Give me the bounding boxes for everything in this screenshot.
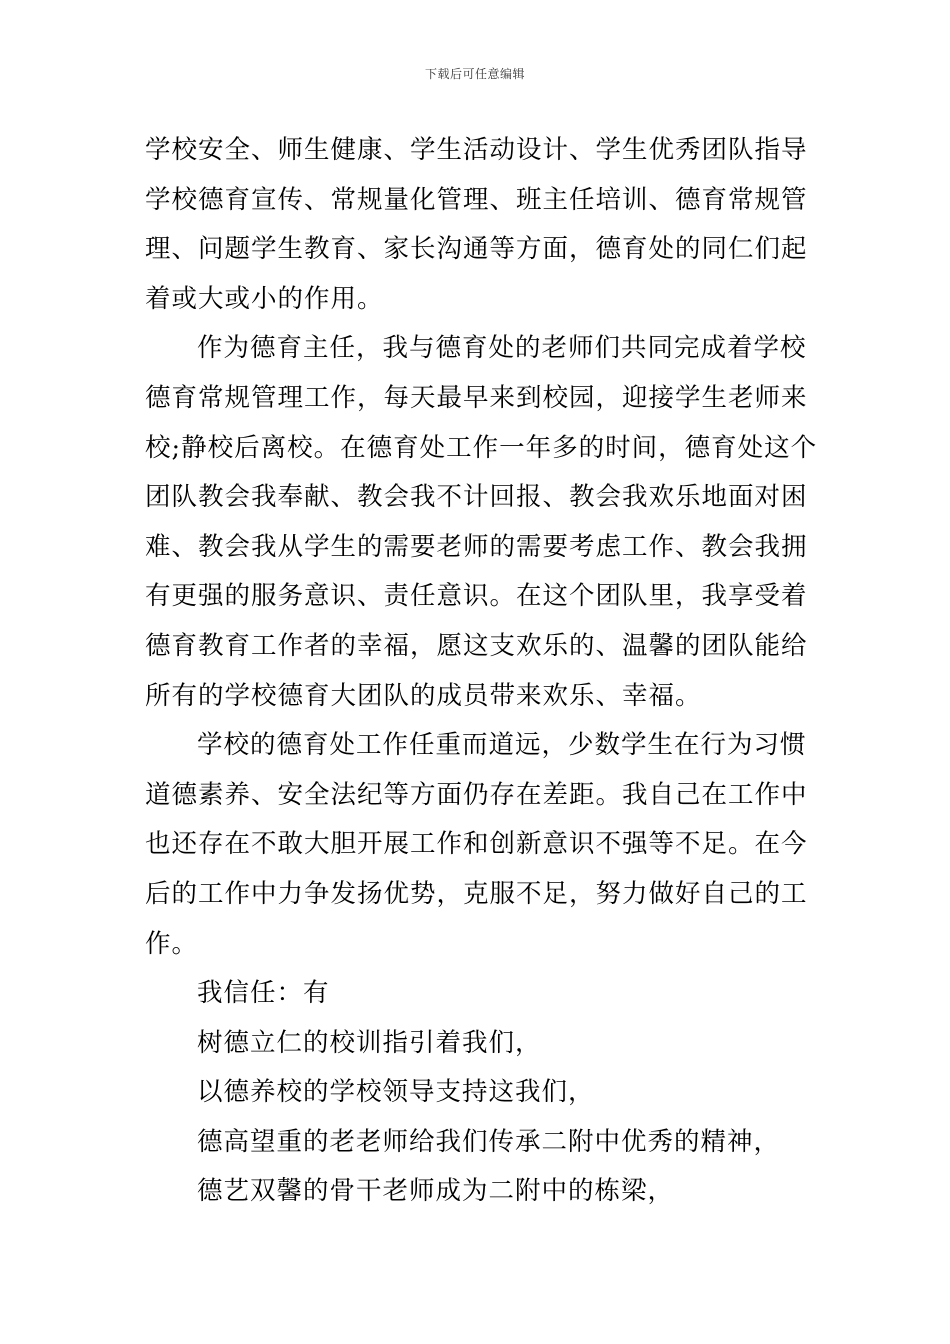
page-header: 下载后可任意编辑 [424,67,525,81]
text-line: 也还存在不敢大胆开展工作和创新意识不强等不足。在今 [145,829,808,860]
text-line: 德艺双馨的骨干老师成为二附中的栋梁， [197,1176,675,1207]
text-line: 学校的德育处工作任重而道远，少数学生在行为习惯 [197,730,807,761]
text-line: 作。 [145,928,199,959]
text-line: 校;静校后离校。在德育处工作一年多的时间，德育处这个 [145,432,818,463]
text-line: 德高望重的老老师给我们传承二附中优秀的精神， [197,1126,781,1157]
text-line: 以德养校的学校领导支持这我们， [197,1077,595,1108]
text-line: 学校德育宣传、常规量化管理、班主任培训、德育常规管 [145,184,808,215]
text-line: 道德素养、安全法纪等方面仍存在差距。我自己在工作中 [145,779,808,810]
text-line: 我信任：有 [197,978,330,1009]
text-line: 着或大或小的作用。 [145,283,384,314]
text-line: 作为德育主任，我与德育处的老师们共同完成着学校 [197,333,807,364]
text-line: 所有的学校德育大团队的成员带来欢乐、幸福。 [145,680,702,711]
text-line: 有更强的服务意识、责任意识。在这个团队里，我享受着 [145,581,808,612]
text-line: 德育常规管理工作，每天最早来到校园，迎接学生老师来 [145,382,808,413]
text-line: 难、教会我从学生的需要老师的需要考虑工作、教会我拥 [145,531,808,562]
document-body [145,126,818,1217]
text-line: 后的工作中力争发扬优势，克服不足，努力做好自己的工 [145,878,808,909]
text-line: 德育教育工作者的幸福，愿这支欢乐的、温馨的团队能给 [145,630,808,661]
text-line: 团队教会我奉献、教会我不计回报、教会我欢乐地面对困 [145,482,808,513]
text-line: 树德立仁的校训指引着我们， [197,1027,542,1058]
text-line: 学校安全、师生健康、学生活动设计、学生优秀团队指导 [145,135,808,165]
text-line: 理、问题学生教育、家长沟通等方面，德育处的同仁们起 [145,234,808,265]
